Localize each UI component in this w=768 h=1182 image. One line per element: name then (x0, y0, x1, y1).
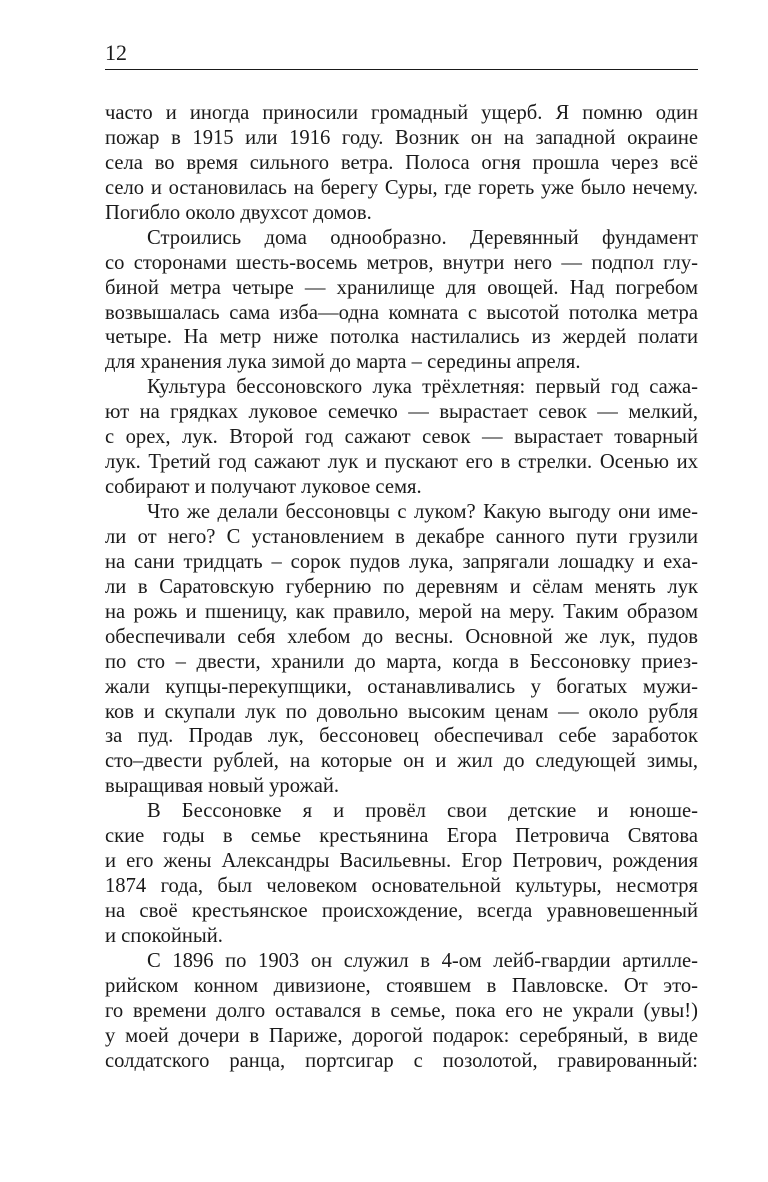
text-line: ские годы в семье крестьянина Егора Петровича Святова (105, 825, 698, 848)
header-rule (105, 69, 698, 70)
text-line: по сто – двести, хранили до марта, когда в Бессоновку приез- (105, 650, 698, 673)
text-line: и спокойный. (105, 924, 223, 947)
text-line: сто–двести рублей, на которые он и жил до следующей зимы, (105, 750, 698, 773)
text-line: на рожь и пшеницу, как правило, мерой на меру. Таким образом (105, 600, 698, 623)
text-line: Строились дома однообразно. Деревянный фундамент (147, 226, 698, 249)
text-line: солдатского ранца, портсигар с позолотой, гравированный: (105, 1049, 698, 1072)
page-number: 12 (105, 40, 127, 65)
paragraph (105, 375, 698, 500)
text-line: возвышалась сама изба—одна комната с высотой потолка метра (105, 301, 698, 324)
text-line: за пуд. Продав лук, бессоновец обеспечивал себе заработок (105, 725, 698, 748)
paragraph (105, 226, 698, 376)
text-line: го времени долго оставался в семье, пока его не украли (увы!) (105, 999, 698, 1022)
text-line: Что же делали бессоновцы с луком? Какую выгоду они име- (147, 501, 698, 523)
text-line: собирают и получают луковое семя. (105, 476, 422, 499)
text-line: со сторонами шесть-восемь метров, внутри него — подпол глу- (105, 251, 698, 274)
text-line: выращивая новый урожай. (105, 775, 340, 798)
text-line: с орех, лук. Второй год сажают севок — вырастает товарный (105, 426, 698, 449)
text-line: ли от него? С установлением в декабре санного пути грузили (105, 525, 698, 548)
text-line: лук. Третий год сажают лук и пускают его в стрелки. Осенью их (105, 451, 698, 474)
text-line: четыре. На метр ниже потолка настилались из жердей полати (105, 326, 698, 349)
text-line: ли в Саратовскую губернию по деревням и сёлам менять лук (105, 575, 698, 598)
text-line: для хранения лука зимой до марта – середины апреля. (105, 351, 581, 374)
text-line: С 1896 по 1903 он служил в 4-ом лейб-гвардии артилле- (147, 949, 698, 972)
text-line: у моей дочери в Париже, дорогой подарок: серебряный, в виде (105, 1024, 698, 1047)
text-line: часто и иногда приносили громадный ущерб. Я помню один (105, 102, 698, 124)
text-line: ков и скупали лук по довольно высоким ценам — около рубля (105, 700, 698, 723)
paragraph (105, 799, 698, 949)
text-line: 1874 года, был человеком основательной культуры, несмотря (105, 875, 698, 898)
text-line: пожар в 1915 или 1916 году. Возник он на западной окраине (105, 126, 698, 149)
paragraph (105, 500, 698, 799)
text-line: на своё крестьянское происхождение, всегда уравновешенный (105, 900, 698, 922)
text-line: В Бессоновке я и провёл свои детские и юноше- (147, 800, 698, 823)
text-line: биной метра четыре — хранилище для овощей. Над погребом (105, 276, 698, 299)
paragraph (105, 949, 698, 1074)
text-line: ют на грядках луковое семечко — вырастает севок — мелкий, (105, 401, 698, 424)
text-line: Культура бессоновского лука трёхлетняя: первый год сажа- (147, 376, 698, 399)
text-line: и его жены Александры Васильевны. Егор Петрович, рождения (105, 850, 698, 873)
text-line: на сани тридцать – сорок пудов лука, запрягали лошадку и еха- (105, 550, 698, 573)
text-line: обеспечивали себя хлебом до весны. Основной же лук, пудов (105, 625, 698, 648)
text-line: жали купцы-перекупщики, останавливались у богатых мужи- (105, 675, 698, 698)
text-line: села во время сильного ветра. Полоса огня прошла через всё (105, 151, 698, 174)
text-line: село и остановилась на берегу Суры, где гореть уже было нечему. (105, 176, 698, 199)
text-line: Погибло около двухсот домов. (105, 201, 372, 224)
paragraph (105, 101, 698, 226)
text-line: рийском конном дивизионе, стоявшем в Павловске. От это- (105, 974, 698, 997)
body-text (105, 101, 698, 1074)
